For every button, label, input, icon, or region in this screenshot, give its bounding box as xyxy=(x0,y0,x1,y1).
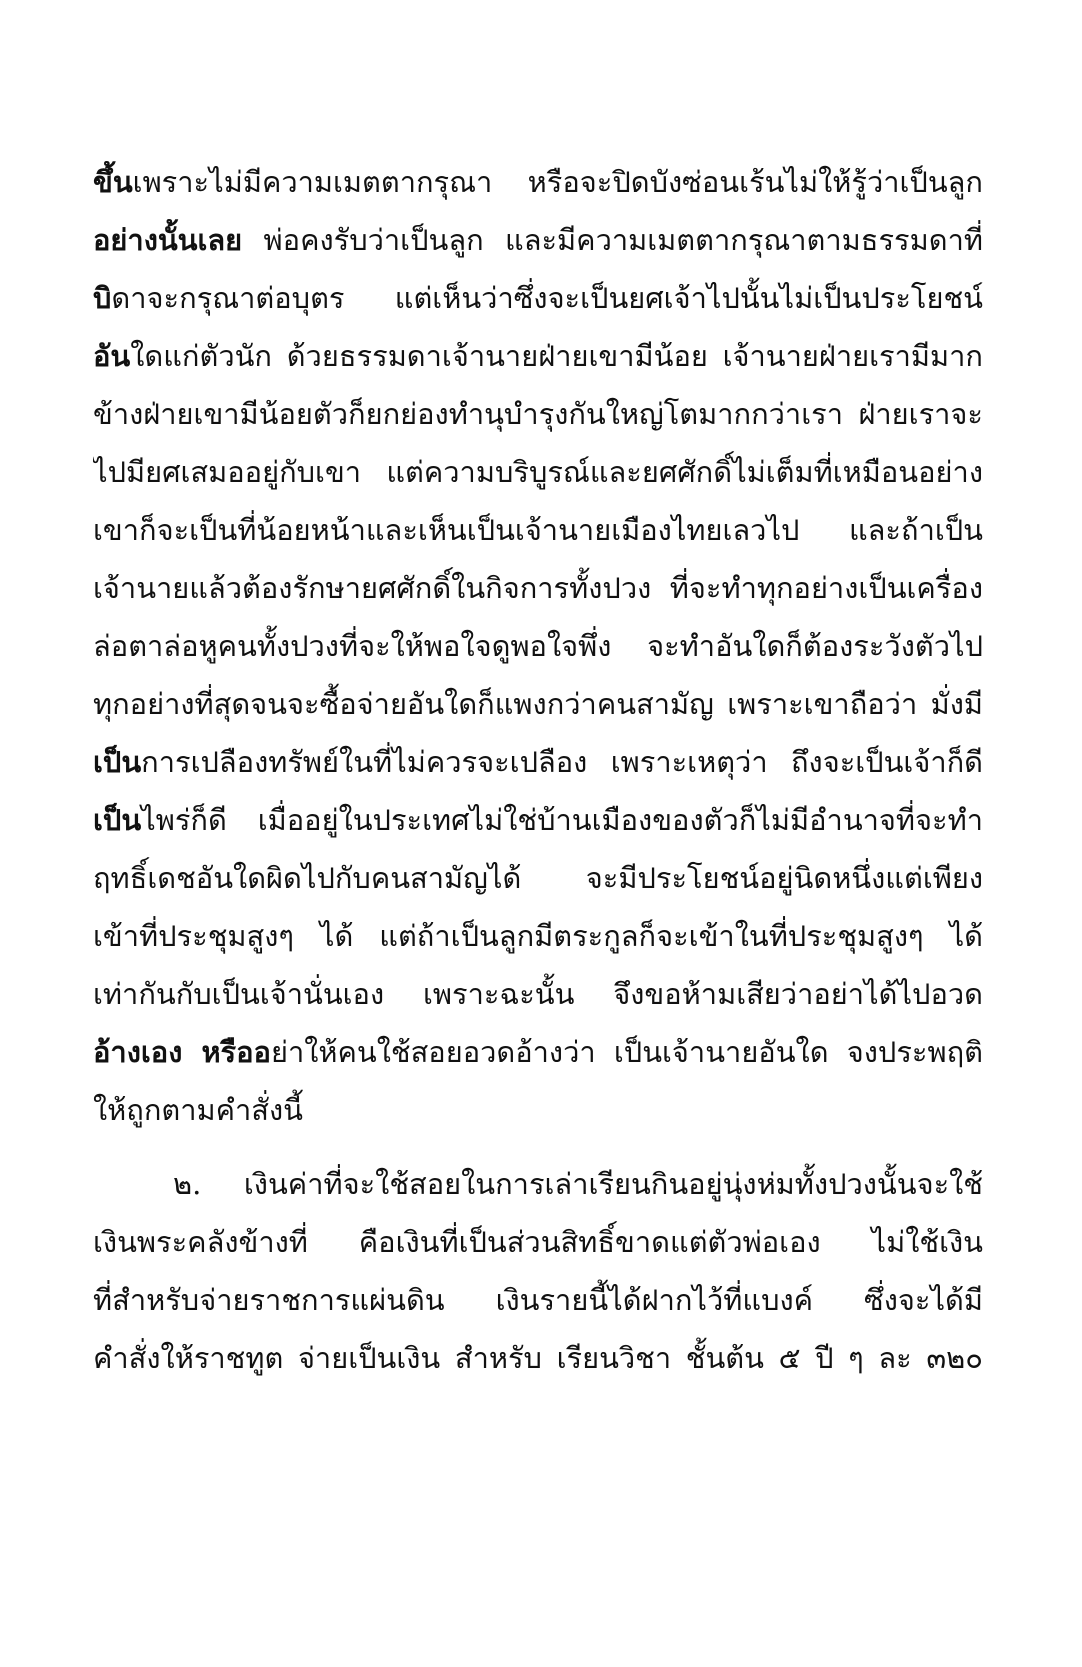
text-line xyxy=(93,1082,983,1138)
line-text: ล่อตาล่อหูคนทั้งปวงที่จะให้พอใจดูพอใจพึ่ง จะทำอันใดก็ต้องระวังตัวไป xyxy=(93,629,983,663)
text-line xyxy=(93,676,983,732)
bold-fragment: อย่างนั้นเลย xyxy=(93,223,243,257)
line-text: เงินพระคลังข้างที่ คือเงินที่เป็นส่วนสิทธิ์ขาดแต่ตัวพ่อเอง ไม่ใช้เงิน xyxy=(93,1225,983,1259)
text-line xyxy=(93,212,983,268)
line-text: ใดแก่ตัวนัก ด้วยธรรมดาเจ้านายฝ่ายเขามีน้อย เจ้านายฝ่ายเรามีมาก xyxy=(130,339,983,373)
text-line xyxy=(93,270,983,326)
bold-fragment: อ้างเอง หรืออ xyxy=(93,1035,271,1069)
text-line xyxy=(93,1272,983,1328)
bold-fragment: เป็น xyxy=(93,803,142,837)
line-text: ไปมียศเสมออยู่กับเขา แต่ความบริบูรณ์และยศศักดิ์ไม่เต็มที่เหมือนอย่าง xyxy=(93,455,983,489)
line-text: ไพร่ก็ดี เมื่ออยู่ในประเทศไม่ใช่บ้านเมืองของตัวก็ไม่มีอำนาจที่จะทำ xyxy=(141,803,983,837)
line-text: ให้ถูกตามคำสั่งนี้ xyxy=(93,1093,303,1127)
line-text: พ่อคงรับว่าเป็นลูก และมีความเมตตากรุณาตามธรรมดาที่ xyxy=(242,223,983,257)
line-text: คำสั่งให้ราชทูต จ่ายเป็นเงิน สำหรับ เรียนวิชา ชั้นต้น ๕ ปี ๆ ละ ๓๒๐ xyxy=(93,1341,983,1375)
text-line xyxy=(93,618,983,674)
line-text: เข้าที่ประชุมสูงๆ ได้ แต่ถ้าเป็นลูกมีตระกูลก็จะเข้าในที่ประชุมสูงๆ ได้ xyxy=(93,919,983,953)
text-line xyxy=(93,328,983,384)
text-line xyxy=(93,1330,983,1386)
line-text: ย่าให้คนใช้สอยอวดอ้างว่า เป็นเจ้านายอันใด จงประพฤติ xyxy=(270,1035,983,1069)
bold-fragment: บิ xyxy=(93,281,112,315)
text-line xyxy=(93,502,983,558)
line-text: ดาจะกรุณาต่อบุตร แต่เห็นว่าซึ่งจะเป็นยศเจ้าไปนั้นไม่เป็นประโยชน์ xyxy=(111,281,983,315)
text-line xyxy=(93,1024,983,1080)
text-line xyxy=(93,792,983,848)
text-line xyxy=(93,908,983,964)
text-line xyxy=(93,850,983,906)
line-text: ฤทธิ์เดชอันใดผิดไปกับคนสามัญได้ จะมีประโยชน์อยู่นิดหนึ่งแต่เพียง xyxy=(93,861,983,895)
line-text: เพราะไม่มีความเมตตากรุณา หรือจะปิดบังซ่อนเร้นไม่ให้รู้ว่าเป็นลูก xyxy=(132,165,983,199)
line-text: เท่ากันกับเป็นเจ้านั่นเอง เพราะฉะนั้น จึงขอห้ามเสียว่าอย่าได้ไปอวด xyxy=(93,977,983,1011)
bold-fragment: อัน xyxy=(93,339,131,373)
text-line xyxy=(173,1156,983,1212)
text-line xyxy=(93,386,983,442)
text-line xyxy=(93,154,983,210)
line-text: เจ้านายแล้วต้องรักษายศศักดิ์ในกิจการทั้งปวง ที่จะทำทุกอย่างเป็นเครื่อง xyxy=(93,571,983,605)
line-text: ข้างฝ่ายเขามีน้อยตัวก็ยกย่องทำนุบำรุงกันใหญ่โตมากกว่าเรา ฝ่ายเราจะ xyxy=(93,397,983,431)
line-text: ที่สำหรับจ่ายราชการแผ่นดิน เงินรายนี้ได้ฝากไว้ที่แบงค์ ซึ่งจะได้มี xyxy=(93,1283,983,1317)
text-line xyxy=(93,444,983,500)
text-line xyxy=(93,734,983,790)
line-text: เขาก็จะเป็นที่น้อยหน้าและเห็นเป็นเจ้านายเมืองไทยเลวไป และถ้าเป็น xyxy=(93,513,983,547)
text-line xyxy=(93,1214,983,1270)
line-text: ๒. เงินค่าที่จะใช้สอยในการเล่าเรียนกินอยู่นุ่งห่มทั้งปวงนั้นจะใช้ xyxy=(173,1167,983,1201)
text-line xyxy=(93,966,983,1022)
bold-fragment: ขึ้น xyxy=(93,165,133,199)
line-text: ทุกอย่างที่สุดจนจะซื้อจ่ายอันใดก็แพงกว่าคนสามัญ เพราะเขาถือว่า มั่งมี xyxy=(93,687,983,721)
bold-fragment: เป็น xyxy=(93,745,142,779)
text-line xyxy=(93,560,983,616)
line-text: การเปลืองทรัพย์ในที่ไม่ควรจะเปลือง เพราะเหตุว่า ถึงจะเป็นเจ้าก็ดี xyxy=(141,745,983,779)
